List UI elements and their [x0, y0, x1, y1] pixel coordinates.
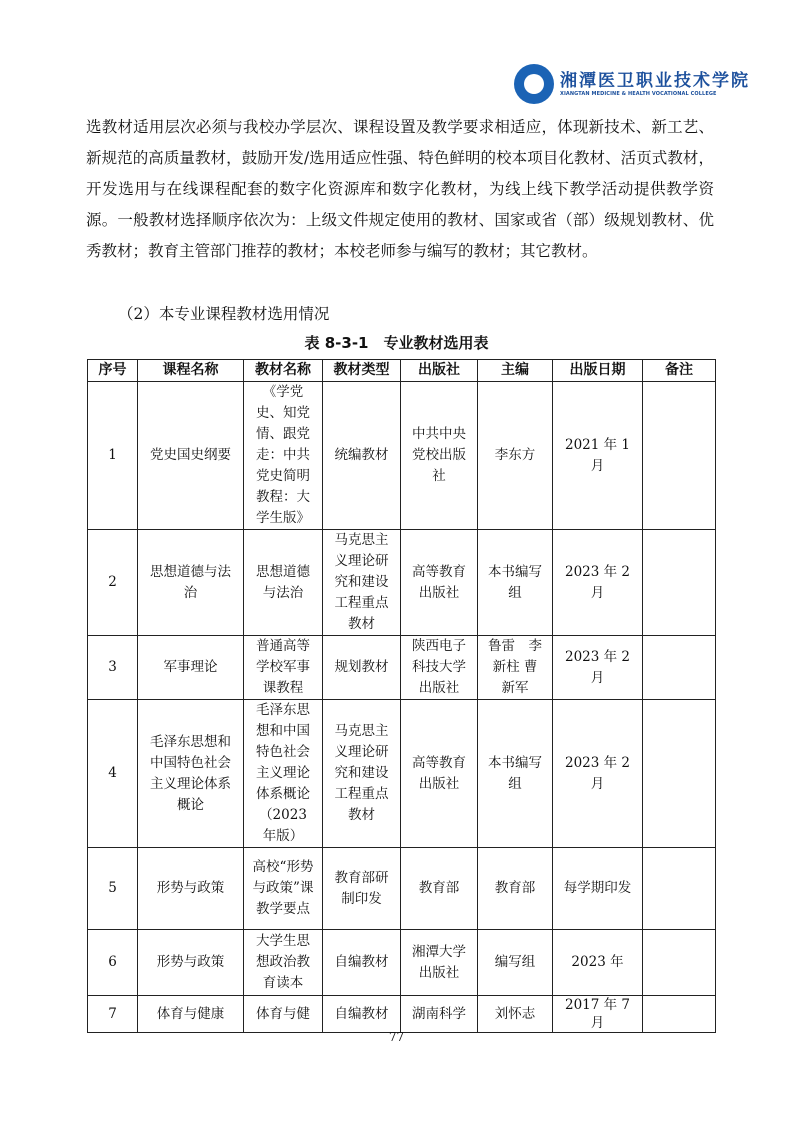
table-cell: 1	[88, 382, 138, 530]
table-cell: 2023 年 2 月	[553, 530, 643, 636]
table-cell	[643, 636, 716, 700]
table-cell: 2023 年 2 月	[553, 700, 643, 848]
page-number: 77	[388, 1030, 405, 1044]
table-cell: 2021 年 1 月	[553, 382, 643, 530]
table-cell: 2023 年	[553, 930, 643, 996]
table-cell: 每学期印发	[553, 848, 643, 930]
table-cell: 统编教材	[323, 382, 401, 530]
column-header: 主编	[478, 360, 553, 382]
table-cell: 高校“形势与政策”课教学要点	[244, 848, 323, 930]
table-cell: 形势与政策	[138, 930, 244, 996]
table-cell: 思想道德与法治	[138, 530, 244, 636]
table-cell: 李东方	[478, 382, 553, 530]
table-cell: 大学生思想政治教育读本	[244, 930, 323, 996]
table-row	[88, 382, 716, 530]
textbook-table	[87, 359, 716, 1033]
table-cell: 7	[88, 996, 138, 1033]
table-cell: 思想道德与法治	[244, 530, 323, 636]
table-cell: 形势与政策	[138, 848, 244, 930]
table-cell: 教育部研制印发	[323, 848, 401, 930]
table-caption: 表 8-3-1 专业教材选用表	[304, 334, 489, 352]
table-cell: 毛泽东思想和中国特色社会主义理论体系概论（2023 年版）	[244, 700, 323, 848]
table-cell: 湖南科学	[401, 996, 478, 1033]
table-cell: 教育部	[478, 848, 553, 930]
table-cell: 教育部	[401, 848, 478, 930]
table-cell: 毛泽东思想和中国特色社会主义理论体系概论	[138, 700, 244, 848]
table-cell: 自编教材	[323, 930, 401, 996]
table-cell: 自编教材	[323, 996, 401, 1033]
table-cell	[643, 530, 716, 636]
table-cell: 中共中央党校出版社	[401, 382, 478, 530]
table-row	[88, 996, 716, 1033]
table-cell: 体育与健康	[138, 996, 244, 1033]
table-cell: 2	[88, 530, 138, 636]
table-row	[88, 848, 716, 930]
logo-name-cn: 湘潭医卫职业技术学院	[560, 71, 750, 91]
column-header: 出版日期	[553, 360, 643, 382]
table-cell: 军事理论	[138, 636, 244, 700]
subheading: （2）本专业课程教材选用情况	[118, 305, 330, 323]
table-cell: 本书编写组	[478, 700, 553, 848]
table-cell: 陕西电子科技大学出版社	[401, 636, 478, 700]
table-cell: 2017 年 7 月	[553, 996, 643, 1033]
table-row	[88, 930, 716, 996]
table-cell: 5	[88, 848, 138, 930]
table-cell: 刘怀志	[478, 996, 553, 1033]
college-logo	[514, 64, 750, 104]
table-cell: 3	[88, 636, 138, 700]
logo-name-en: XIANGTAN MEDICINE & HEALTH VOCATIONAL COLLEGE	[560, 91, 717, 97]
table-cell	[643, 848, 716, 930]
table-row	[88, 530, 716, 636]
table-cell: 2023 年 2 月	[553, 636, 643, 700]
table-cell: 马克思主义理论研究和建设工程重点教材	[323, 700, 401, 848]
table-cell: 《学党史、知党情、跟党走：中共党史简明教程：大学生版》	[244, 382, 323, 530]
table-header-row	[88, 360, 716, 382]
table-cell: 本书编写组	[478, 530, 553, 636]
column-header: 出版社	[401, 360, 478, 382]
table-cell: 高等教育出版社	[401, 700, 478, 848]
table-cell: 普通高等学校军事课教程	[244, 636, 323, 700]
column-header: 教材名称	[244, 360, 323, 382]
table-cell: 高等教育出版社	[401, 530, 478, 636]
column-header: 教材类型	[323, 360, 401, 382]
table-row	[88, 700, 716, 848]
table-cell: 马克思主义理论研究和建设工程重点教材	[323, 530, 401, 636]
table-cell: 鲁雷 李新柱 曹新军	[478, 636, 553, 700]
column-header: 备注	[643, 360, 716, 382]
table-cell: 规划教材	[323, 636, 401, 700]
table-cell: 湘潭大学出版社	[401, 930, 478, 996]
column-header: 序号	[88, 360, 138, 382]
college-seal-icon	[514, 64, 554, 104]
table-cell: 6	[88, 930, 138, 996]
table-cell	[643, 382, 716, 530]
table-cell: 党史国史纲要	[138, 382, 244, 530]
body-paragraph: 选教材适用层次必须与我校办学层次、课程设置及教学要求相适应，体现新技术、新工艺、新规范的高质量教材，鼓励开发/选用适应性强、特色鲜明的校本项目化教材、活页式教材，开发选用与在线课程配套的数字化资源库和数字化教材，为线上线下教学活动提供教学资源。一般教材选择顺序依次为：上级文件规定使用的教材、国家或省（部）级规划教材、优秀教材；教育主管部门推荐的教材；本校老师参与编写的教材；其它教材。	[86, 118, 714, 260]
table-row	[88, 636, 716, 700]
table-cell: 体育与健	[244, 996, 323, 1033]
table-cell	[643, 700, 716, 848]
table-cell	[643, 996, 716, 1033]
table-cell	[643, 930, 716, 996]
column-header: 课程名称	[138, 360, 244, 382]
table-cell: 4	[88, 700, 138, 848]
table-cell: 编写组	[478, 930, 553, 996]
